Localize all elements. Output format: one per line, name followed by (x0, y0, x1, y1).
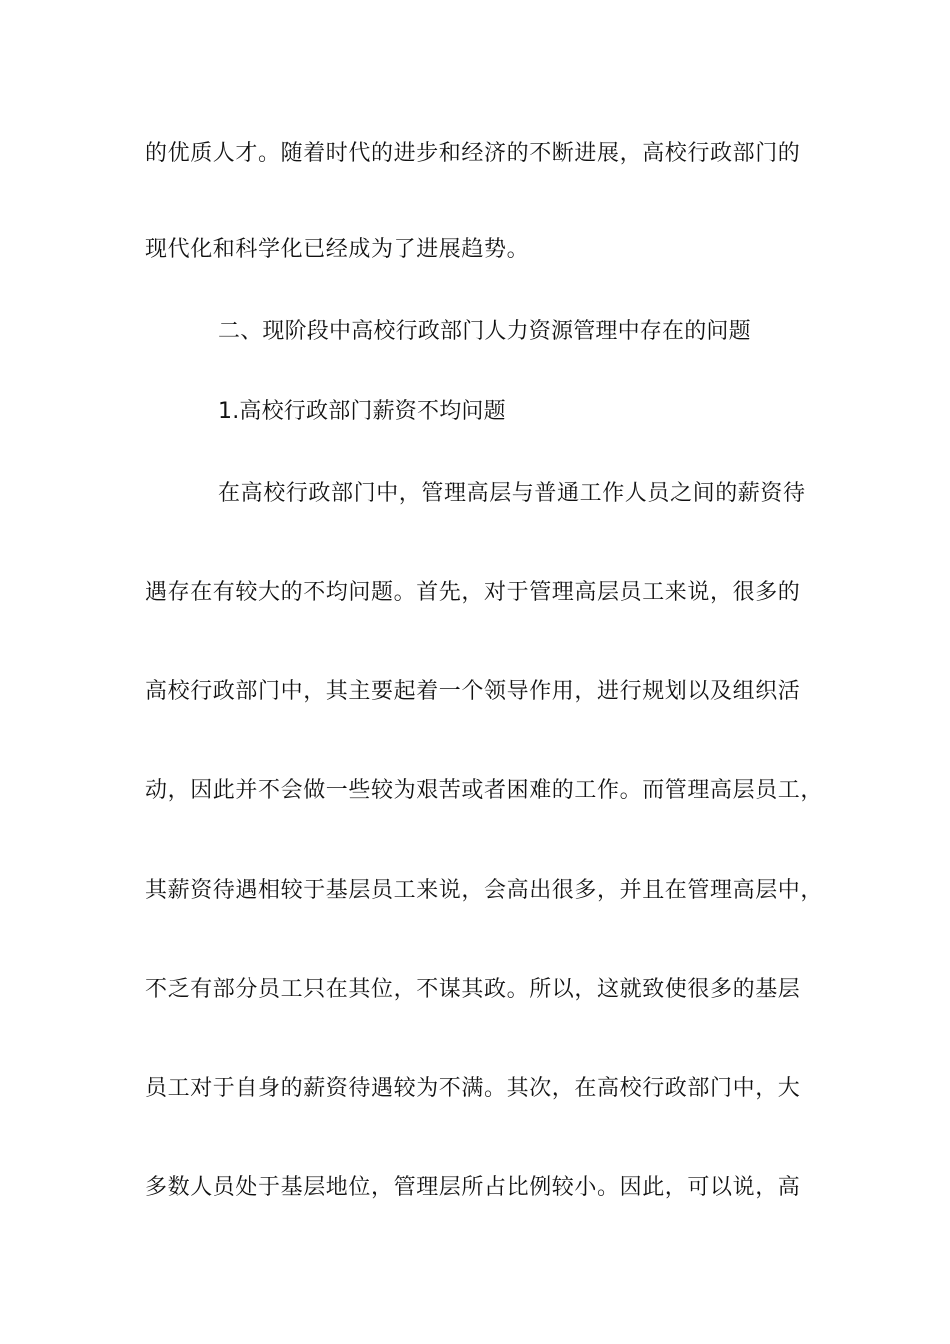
paragraph-line-9: 员工对于自身的薪资待遇较为不满。其次，在高校行政部门中，大 (145, 1076, 801, 1101)
paragraph-line-3: 在高校行政部门中，管理高层与普通工作人员之间的薪资待 (218, 481, 806, 506)
subsection-heading: 1.高校行政部门薪资不均问题 (218, 399, 506, 424)
paragraph-line-8: 不乏有部分员工只在其位，不谋其政。所以，这就致使很多的基层 (145, 977, 801, 1002)
paragraph-line-4: 遇存在有较大的不均问题。首先，对于管理高层员工来说，很多的 (145, 580, 801, 605)
paragraph-line-10: 多数人员处于基层地位，管理层所占比例较小。因此，可以说，高 (145, 1175, 801, 1200)
paragraph-line-5: 高校行政部门中，其主要起着一个领导作用，进行规划以及组织活 (145, 679, 801, 704)
paragraph-line-7: 其薪资待遇相较于基层员工来说，会高出很多，并且在管理高层中， (145, 878, 824, 903)
paragraph-line-1: 的优质人才。随着时代的进步和经济的不断进展，高校行政部门的 (145, 141, 801, 166)
paragraph-line-2: 现代化和科学化已经成为了进展趋势。 (145, 237, 530, 262)
section-heading: 二、现阶段中高校行政部门人力资源管理中存在的问题 (218, 319, 751, 344)
paragraph-line-6: 动，因此并不会做一些较为艰苦或者困难的工作。而管理高层员工， (145, 778, 824, 803)
